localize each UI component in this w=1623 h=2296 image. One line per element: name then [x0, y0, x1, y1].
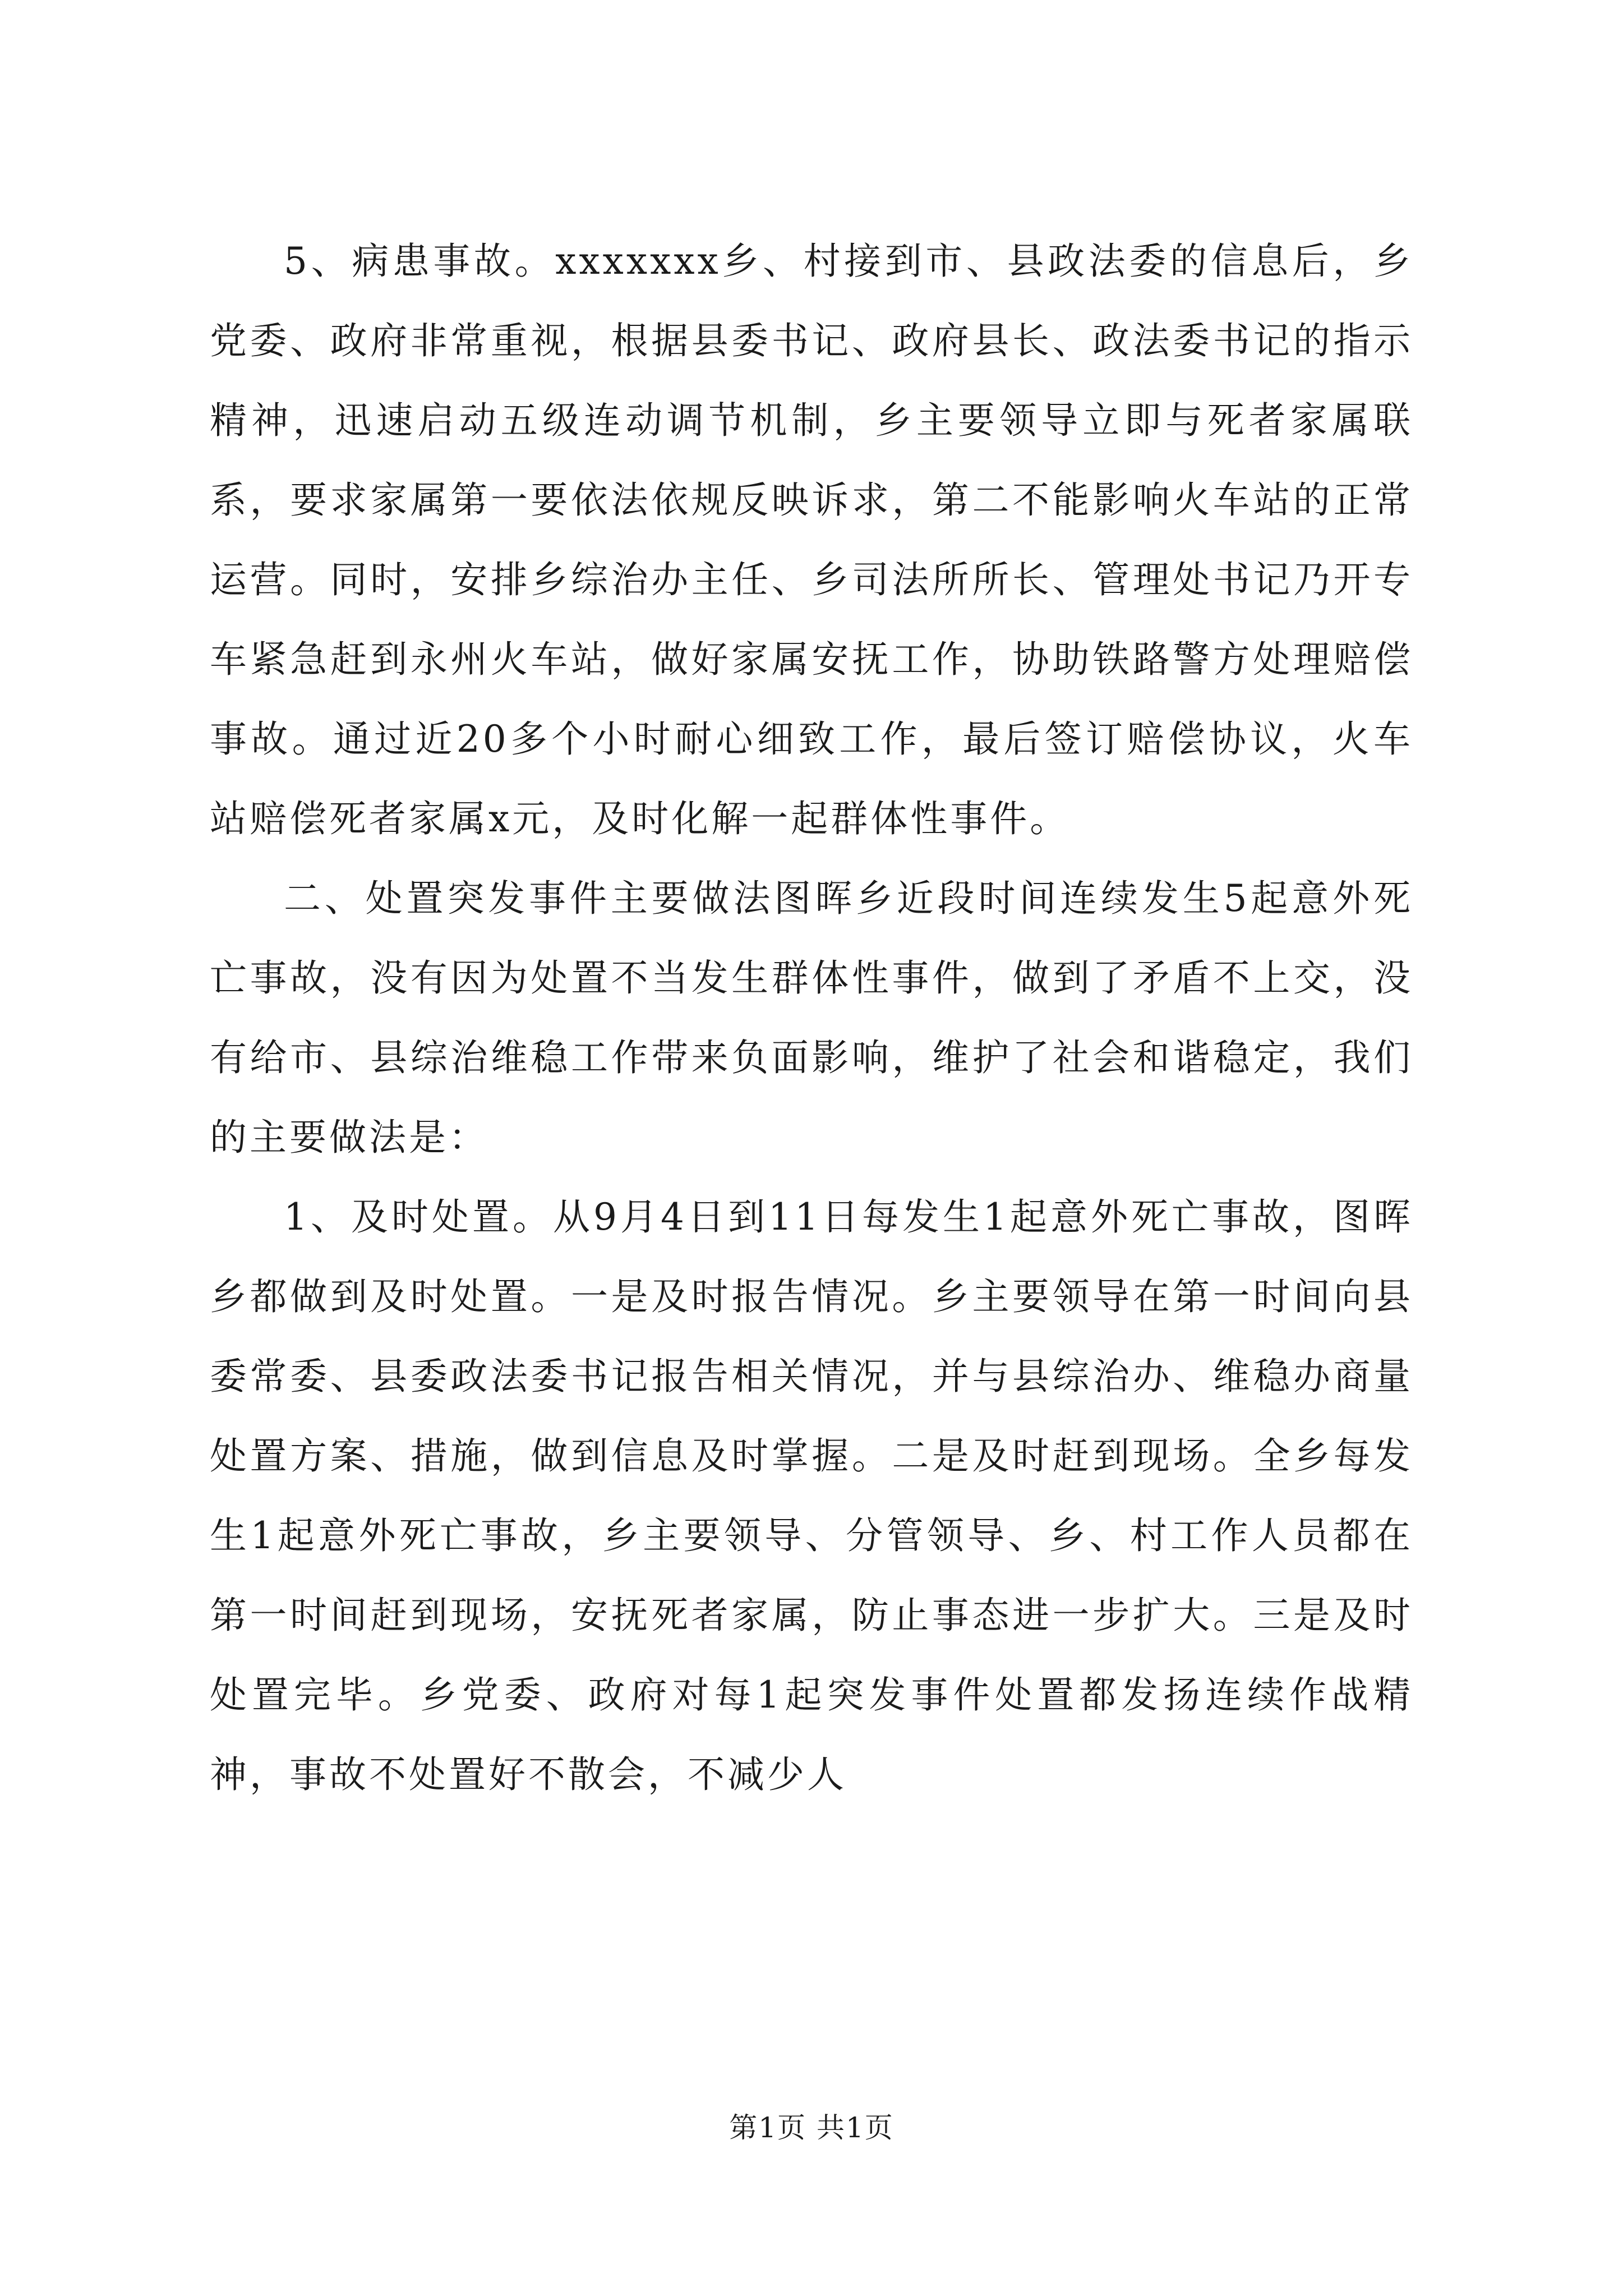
page-footer: 第1页 共1页	[729, 2111, 894, 2144]
paragraph-main-practices: 二、处置突发事件主要做法图晖乡近段时间连续发生5起意外死亡事故，没有因为处置不当发生群体性事件，做到了矛盾不上交，没有给市、县综治维稳工作带来负面影响，维护了社会和谐稳定，我们的主要做法是：	[210, 877, 1413, 1159]
paragraph-timely-handling: 1、及时处置。从9月4日到11日每发生1起意外死亡事故，图晖乡都做到及时处置。一是及时报告情况。乡主要领导在第一时间向县委常委、县委政法委书记报告相关情况，并与县综治办、维稳办商量处置方案、措施，做到信息及时掌握。二是及时赶到现场。全乡每发生1起意外死亡事故，乡主要领导、分管领导、乡、村工作人员都在第一时间赶到现场，安抚死者家属，防止事态进一步扩大。三是及时处置完毕。乡党委、政府对每1起突发事件处置都发扬连续作战精神，事故不处置好不散会，不减少人	[210, 1195, 1413, 1796]
document-body	[210, 222, 1413, 1815]
paragraph-illness-accident: 5、病患事故。xxxxxxx乡、村接到市、县政法委的信息后，乡党委、政府非常重视，根据县委书记、政府县长、政法委书记的指示精神，迅速启动五级连动调节机制，乡主要领导立即与死者家属联系，要求家属第一要依法依规反映诉求，第二不能影响火车站的正常运营。同时，安排乡综治办主任、乡司法所所长、管理处书记乃开专车紧急赶到永州火车站，做好家属安抚工作，协助铁路警方处理赔偿事故。通过近20多个小时耐心细致工作，最后签订赔偿协议，火车站赔偿死者家属x元，及时化解一起群体性事件。	[210, 240, 1413, 840]
